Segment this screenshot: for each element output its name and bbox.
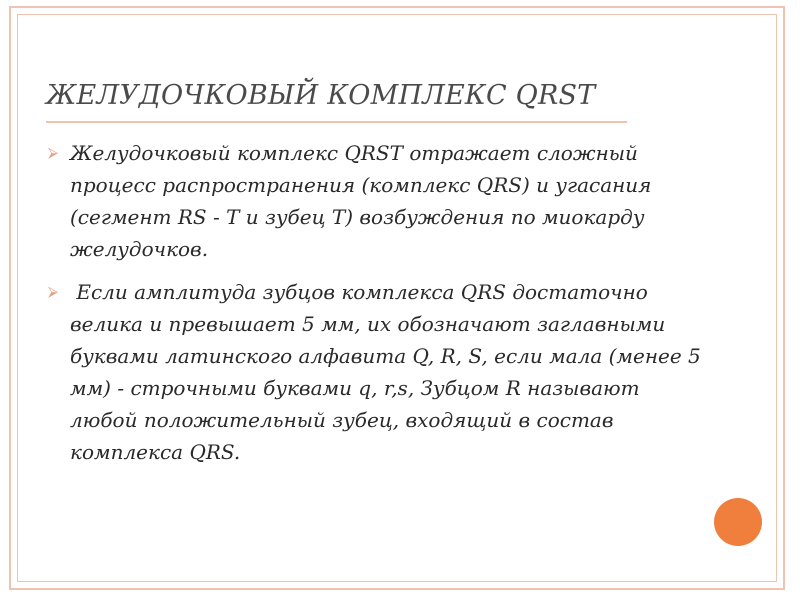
hollow-arrow-bullet-icon: ⮚ xyxy=(48,145,58,161)
bullet-line: велика и превышает 5 мм, их обозначают заглавными xyxy=(70,312,666,336)
bullet-line: комплекса QRS. xyxy=(70,440,241,464)
title-underline xyxy=(46,121,627,123)
page-title: ЖЕЛУДОЧКОВЫЙ КОМПЛЕКС QRST xyxy=(46,80,596,111)
bullet-line: Если амплитуда зубцов комплекса QRS достаточно xyxy=(70,280,648,304)
bullet-item xyxy=(48,137,758,265)
bullet-line: буквами латинского алфавита Q, R, S, если мала (менее 5 xyxy=(70,344,701,368)
bullet-line: мм) - строчными буквами q, r,s, Зубцом R называют xyxy=(70,376,640,400)
bullet-line: любой положительный зубец, входящий в состав xyxy=(70,408,614,432)
hollow-arrow-bullet-icon: ⮚ xyxy=(48,284,58,300)
bullet-item xyxy=(48,276,758,468)
bullet-line: желудочков. xyxy=(70,237,209,261)
bullet-line: процесс распространения (комплекс QRS) и угасания xyxy=(70,173,652,197)
bullet-line: Желудочковый комплекс QRST отражает сложный xyxy=(70,141,638,165)
accent-circle xyxy=(714,498,762,546)
slide-content xyxy=(48,137,758,479)
bullet-line: (сегмент RS - T и зубец T) возбуждения по миокарду xyxy=(70,205,645,229)
